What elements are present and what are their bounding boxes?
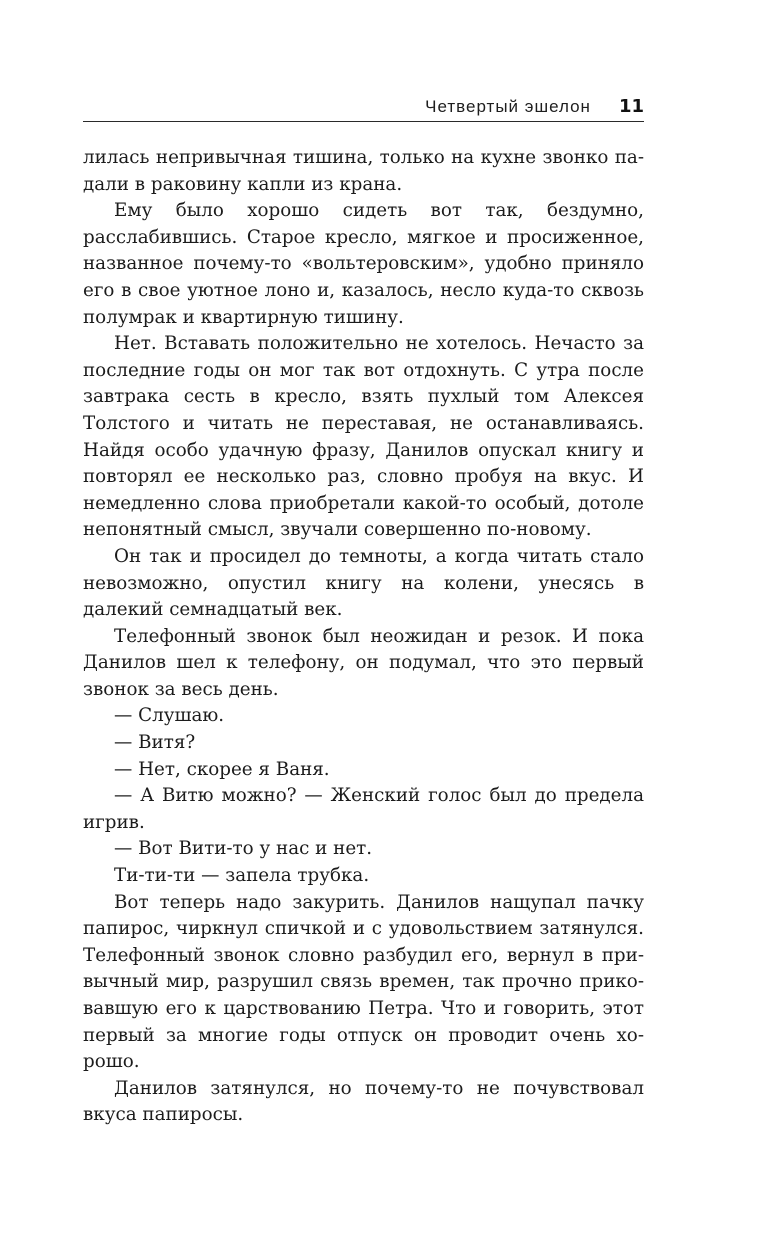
dialogue-line: — Слушаю. (114, 705, 225, 727)
paragraph: Нет. Вставать положительно не хотелось. Нечасто за последние годы он мог так вот отдохнуть. С утра после завтрака сесть в кресло, взять пухлый том Алексея Толстого и читать не переставая, не останавливаясь. Найдя особо удачную фразу, Данилов опускал книгу и повторял ее несколько раз, словно пробуя на вкус. И немедленно слова приобретали какой-то особый, дотоле непонятный смысл, звучали совершенно по-новому. (83, 333, 644, 541)
paragraph: Ему было хорошо сидеть вот так, бездумно, расслабившись. Старое кресло, мягкое и просиженное, названное почему-то «вольтеровским», удобно приняло его в свое уютное лоно и, казалось, несло куда-то сквозь полумрак и квартирную тишину. (83, 200, 644, 328)
paragraph: Он так и просидел до темноты, а когда читать стало невозможно, опустил книгу на колени, унесясь в далекий семнадцатый век. (83, 545, 644, 621)
paragraph: Ти-ти-ти — запела трубка. (114, 865, 370, 887)
dialogue-line: — Вот Вити-то у нас и нет. (114, 838, 373, 860)
dialogue-line: — А Витю можно? — Женский голос был до предела игрив. (83, 785, 644, 833)
page-number: 11 (618, 96, 644, 117)
paragraph: Вот теперь надо закурить. Данилов нащупал пачку папирос, чиркнул спичкой и с удовольствием затянулся. Телефонный звонок словно разбудил его, вернул в привычный мир, разрушил связь времен, так прочно приковавшую его к царствованию Петра. Что и говорить, этот первый за многие годы отпуск он проводит очень хорошо. (83, 891, 644, 1073)
paragraph: Телефонный звонок был неожидан и резок. И пока Данилов шел к телефону, он подумал, что это первый звонок за весь день. (83, 625, 644, 700)
paragraph: лилась непривычная тишина, только на кухне звонко падали в раковину капли из крана. (83, 147, 644, 195)
dialogue-line: — Витя? (114, 732, 196, 754)
body-text (83, 145, 644, 1129)
paragraph: Данилов затянулся, но почему-то не почувствовал вкуса папиросы. (83, 1077, 644, 1126)
book-title: Четвертый эшелон (425, 97, 591, 116)
running-head (83, 92, 644, 122)
dialogue-line: — Нет, скорее я Ваня. (114, 758, 330, 780)
